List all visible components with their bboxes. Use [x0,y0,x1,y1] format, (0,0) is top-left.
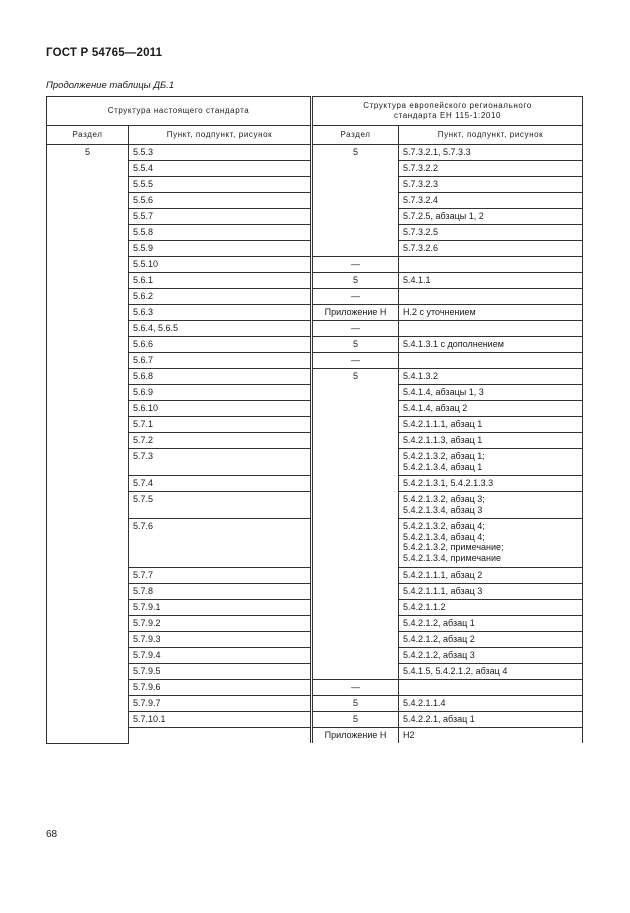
cell-item-en-line: 5.7.3.2.2 [403,163,439,173]
cell-item: 5.6.3 [129,305,312,321]
cell-section-en: 5 [312,273,399,289]
cell-item-en-line: 5.4.2.1.3.4, примечание [403,552,502,563]
cell-item-en [399,209,583,225]
cell-item: 5.7.3 [129,449,312,476]
column-header-section: Раздел [47,126,129,145]
cell-item-en-line: 5.4.2.1.3.4, абзац 3 [403,504,483,515]
cell-item-en-line: Н2 [403,730,415,740]
group-header-european-standard [312,97,583,126]
cell-item-en-line: 5.4.2.1.3.2, абзац 1; [403,451,485,461]
group-header-european-line-2: стандарта ЕН 115-1:2010 [393,111,502,120]
column-header-item: Пункт, подпункт, рисунок [129,126,312,145]
cell-item-en-line: 5.4.2.1.3.2, примечание; [403,542,504,552]
cell-section-en: — [312,289,399,305]
group-header-european-line-1: Структура европейского регионального [363,100,532,110]
cell-item-en [399,680,583,696]
cell-section-en: Приложение Н [312,305,399,321]
cell-item: 5.7.9.7 [129,696,312,712]
cell-item-en [399,305,583,321]
cell-item-en [399,433,583,449]
cell-item-en [399,177,583,193]
cell-item-en [399,728,583,744]
cell-item-en-line: 5.7.3.2.1, 5.7.3.3 [403,147,471,157]
cell-item-en [399,417,583,433]
cell-item-en [399,492,583,519]
cell-item-en-line: 5.7.2.5, абзацы 1, 2 [403,211,484,221]
cell-item-en-line: 5.4.2.1.3.1, 5.4.2.1.3.3 [403,478,494,488]
cell-item-en [399,449,583,476]
cell-item-en-line: 5.7.3.2.5 [403,227,439,237]
cell-item: 5.7.9.2 [129,616,312,632]
cell-item-en [399,289,583,305]
cell-item: 5.7.6 [129,519,312,568]
table-caption: Продолжение таблицы ДБ.1 [46,80,175,91]
cell-section-en: — [312,680,399,696]
cell-item-en-line: Н.2 с уточнением [403,307,476,317]
cell-item-en [399,337,583,353]
cell-item-en-line: 5.7.3.2.3 [403,179,439,189]
cell-item-en-line: 5.4.2.1.2, абзац 3 [403,650,475,660]
cell-item-en-line: 5.4.2.1.1.3, абзац 1 [403,435,483,445]
cell-item-en [399,648,583,664]
cell-section-en: 5 [312,696,399,712]
cell-item-en [399,369,583,385]
cell-item-en-line: 5.4.2.1.3.2, абзац 3; [403,494,485,504]
cell-item-en-line: 5.4.1.3.2 [403,371,439,381]
cell-item-en [399,632,583,648]
page-number: 68 [46,829,58,840]
cell-item-en [399,193,583,209]
cell-item-en-line: 5.4.2.2.1, абзац 1 [403,714,475,724]
cell-item: 5.6.9 [129,385,312,401]
cell-item: 5.6.6 [129,337,312,353]
cell-item-en [399,321,583,337]
column-header-item-en: Пункт, подпункт, рисунок [399,126,583,145]
cell-item-en-line: 5.4.1.4, абзацы 1, 3 [403,387,484,397]
cell-item: 5.6.7 [129,353,312,369]
cell-item-en [399,712,583,728]
cell-item-en [399,401,583,417]
document-header: ГОСТ Р 54765—2011 [46,47,163,59]
cell-item-en-line: 5.7.3.2.4 [403,195,439,205]
cell-section-en: 5 [312,369,399,680]
cell-item: 5.7.9.6 [129,680,312,696]
cell-item-en-line: 5.4.2.1.2, абзац 1 [403,618,475,628]
cell-item-en-line: 5.4.2.1.2, абзац 2 [403,634,475,644]
cell-item: 5.5.5 [129,177,312,193]
cell-item-en-line: 5.4.2.1.3.4, абзац 4; [403,531,485,542]
cell-item [129,728,312,744]
cell-item: 5.5.8 [129,225,312,241]
cell-item-en [399,584,583,600]
cell-item-en-line: 5.4.2.1.1.1, абзац 3 [403,586,483,596]
cell-item: 5.5.9 [129,241,312,257]
cell-item-en [399,241,583,257]
cell-item: 5.7.9.4 [129,648,312,664]
cell-item-en [399,664,583,680]
table-row [47,145,583,161]
cell-item-en [399,600,583,616]
cell-item: 5.7.7 [129,568,312,584]
cell-item: 5.7.2 [129,433,312,449]
cell-item: 5.7.5 [129,492,312,519]
cell-item-en [399,257,583,273]
cell-item-en-line: 5.4.2.1.1.4 [403,698,446,708]
cell-section-en: 5 [312,145,399,257]
cell-item-en [399,476,583,492]
cell-item-en [399,385,583,401]
cell-section-en: — [312,321,399,337]
cell-item-en [399,161,583,177]
cell-item-en-line: 5.4.1.1 [403,275,431,285]
cell-item: 5.5.7 [129,209,312,225]
cell-item-en [399,353,583,369]
cell-item: 5.5.4 [129,161,312,177]
cell-item-en-line: 5.4.2.1.1.1, абзац 1 [403,419,483,429]
column-header-section-en: Раздел [312,126,399,145]
cell-item-en-line: 5.4.1.3.1 с дополнением [403,339,504,349]
cell-item-en [399,616,583,632]
cell-item-en-line: 5.4.1.4, абзац 2 [403,403,468,413]
cell-item-en [399,519,583,568]
cell-item-en [399,145,583,161]
cell-item-en-line: 5.4.1.5, 5.4.2.1.2, абзац 4 [403,666,508,676]
cell-item: 5.7.8 [129,584,312,600]
cell-item-en-line: 5.4.2.1.1.1, абзац 2 [403,570,483,580]
cell-item: 5.7.10.1 [129,712,312,728]
cell-item: 5.7.1 [129,417,312,433]
cell-item-en [399,225,583,241]
cell-item: 5.6.4, 5.6.5 [129,321,312,337]
cell-item-en [399,696,583,712]
cell-item: 5.6.2 [129,289,312,305]
cell-item-en-line: 5.4.2.1.3.4, абзац 1 [403,461,483,472]
cell-item-en-line: 5.7.3.2.6 [403,243,439,253]
cell-item: 5.5.3 [129,145,312,161]
cell-section: 5 [47,145,129,744]
cell-section-en: 5 [312,712,399,728]
cell-item: 5.7.4 [129,476,312,492]
cell-item: 5.6.1 [129,273,312,289]
cell-item-en [399,273,583,289]
cell-item: 5.5.10 [129,257,312,273]
cell-item-en-line: 5.4.2.1.3.2, абзац 4; [403,521,485,531]
cell-item: 5.6.8 [129,369,312,385]
cell-item: 5.7.9.1 [129,600,312,616]
cell-item: 5.5.6 [129,193,312,209]
cell-item: 5.7.9.3 [129,632,312,648]
correspondence-table [46,96,583,744]
cell-section-en: — [312,257,399,273]
cell-item: 5.7.9.5 [129,664,312,680]
group-header-current-standard: Структура настоящего стандарта [47,97,312,126]
cell-section-en: Приложение Н [312,728,399,744]
cell-item-en-line: 5.4.2.1.1.2 [403,602,446,612]
cell-section-en: — [312,353,399,369]
cell-item: 5.6.10 [129,401,312,417]
cell-section-en: 5 [312,337,399,353]
table-body [47,145,583,744]
cell-item-en [399,568,583,584]
